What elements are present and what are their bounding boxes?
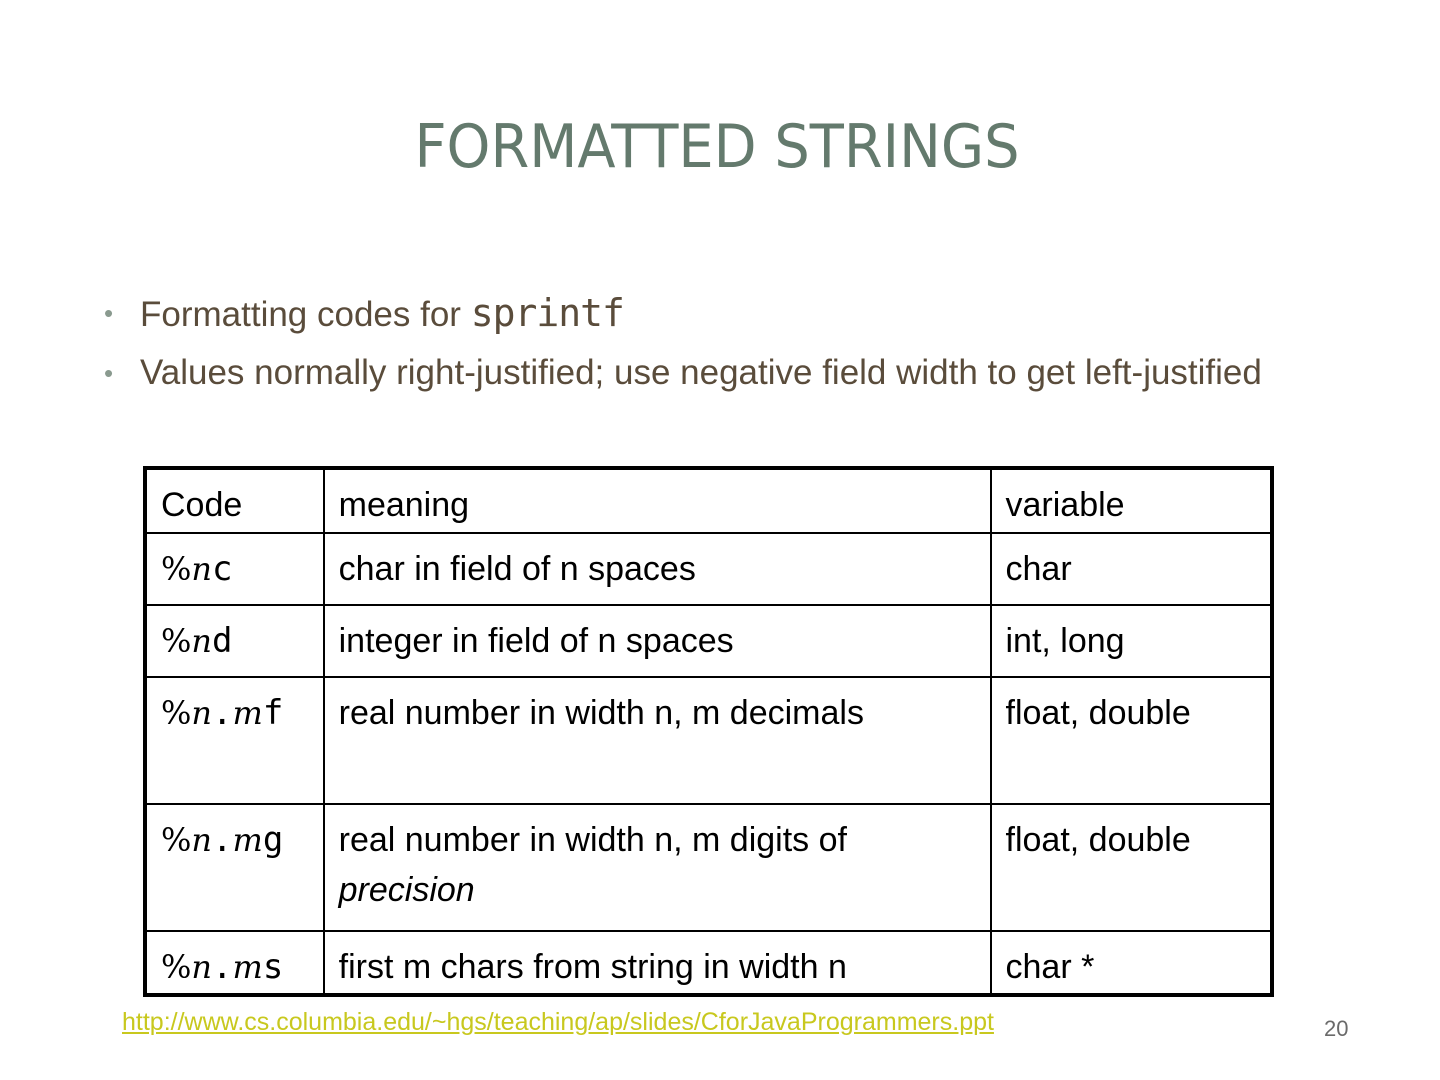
meaning-cell: real number in width n, m digits of precision: [324, 804, 991, 931]
table-row: [145, 605, 1272, 677]
bullet-code: sprintf: [470, 291, 624, 335]
variable-cell: char *: [991, 931, 1273, 995]
code-cell: %n.ms: [145, 931, 324, 995]
variable-cell: float, double: [991, 677, 1273, 804]
header-variable: variable: [991, 468, 1273, 533]
bullet-item: [104, 290, 1304, 338]
code-cell: %n.mg: [145, 804, 324, 931]
table-header-row: [145, 468, 1272, 533]
table-row: [145, 677, 1272, 804]
bullet-text: Formatting codes for: [140, 295, 471, 334]
code-cell: %nc: [145, 533, 324, 605]
header-meaning: meaning: [324, 468, 991, 533]
meaning-cell: real number in width n, m decimals: [324, 677, 991, 804]
variable-cell: char: [991, 533, 1273, 605]
meaning-cell: integer in field of n spaces: [324, 605, 991, 677]
page-number: 20: [1324, 1016, 1349, 1041]
format-codes-table: [143, 466, 1274, 997]
code-cell: %n.mf: [145, 677, 324, 804]
variable-cell: float, double: [991, 804, 1273, 931]
table-row: [145, 533, 1272, 605]
header-code: Code: [145, 468, 324, 533]
table-row: [145, 804, 1272, 931]
meaning-cell: char in field of n spaces: [324, 533, 991, 605]
bullet-dot-icon: •: [104, 358, 114, 388]
variable-cell: int, long: [991, 605, 1273, 677]
bullet-text: Values normally right-justified; use negative field width to get left-justified: [140, 353, 1262, 392]
bullet-dot-icon: •: [104, 298, 114, 328]
table-row: [145, 931, 1272, 995]
code-cell: %nd: [145, 605, 324, 677]
bullet-list: [104, 290, 1304, 408]
source-link[interactable]: http://www.cs.columbia.edu/~hgs/teaching/ap/slides/CforJavaProgrammers.ppt: [122, 1008, 994, 1036]
bullet-item: [104, 350, 1304, 396]
slide-title: FORMATTED STRINGS: [414, 112, 1020, 182]
meaning-cell: first m chars from string in width n: [324, 931, 991, 995]
